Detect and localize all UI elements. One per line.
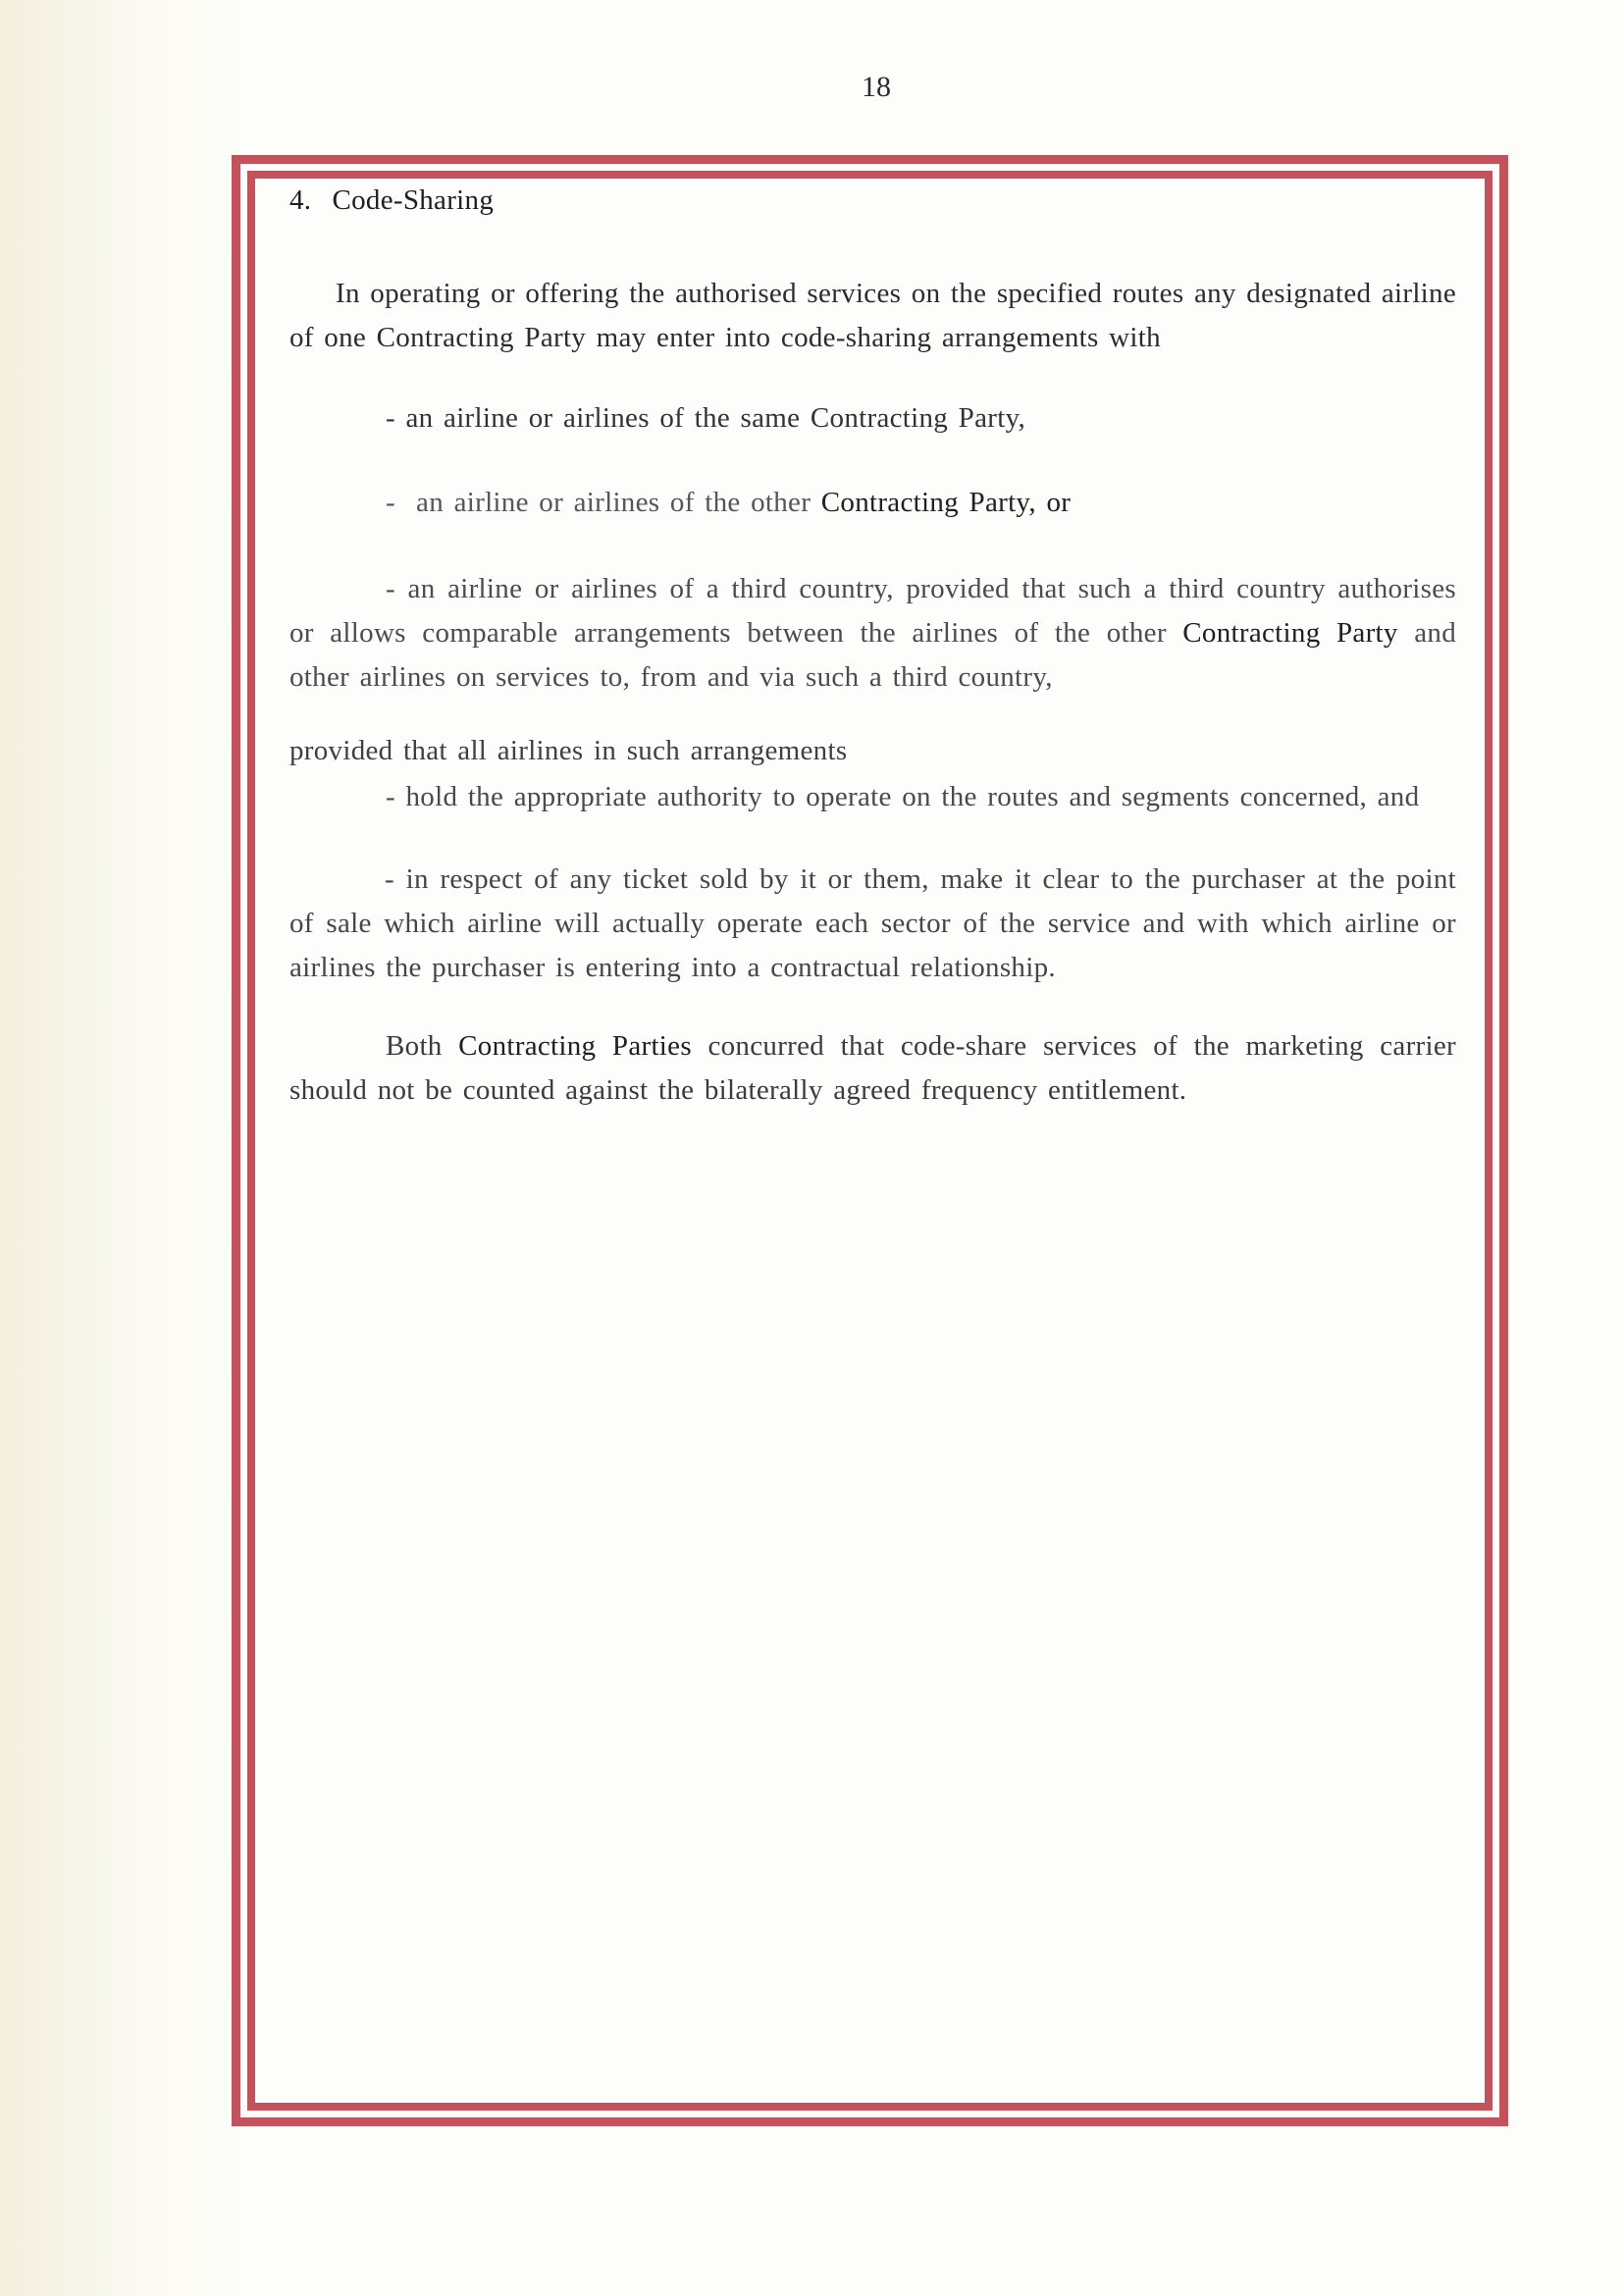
paragraph-closing [289, 1024, 1456, 1113]
bullet-third-country-tail: and other airlines on services to, from and via such a third country, [289, 617, 1456, 693]
bullet-other-party-emphasis: Contracting Party, or [820, 487, 1072, 518]
paragraph-proviso: provided that all airlines in such arrangements [289, 735, 848, 766]
bullet-third-country-emphasis: Contracting Party [1182, 617, 1398, 649]
paragraph-closing-lead: Both [386, 1030, 459, 1062]
bullet-third-country-lead: - an airline or airlines of a third country, provided that such a third country authorises or allows comparable arrangements between the airlines of the other [289, 573, 1456, 649]
section-heading: 4. Code-Sharing [289, 184, 495, 216]
paragraph-closing-tail: concurred that code-share services of the marketing carrier should not be counted against the bilaterally agreed frequency entitlement. [289, 1030, 1456, 1106]
paragraph-closing-emphasis: Contracting Parties [458, 1030, 692, 1062]
decorative-border-inner [247, 171, 1492, 2111]
paragraph-intro: In operating or offering the authorised services on the specified routes any designated airline of one Contracting Party may enter into code-sharing arrangements with [289, 278, 1457, 353]
page-number: 18 [862, 71, 891, 103]
bullet-other-party-lead: - an airline or airlines of the other [386, 487, 821, 518]
bullet-third-country [289, 567, 1456, 700]
bullet-other-party [289, 481, 1456, 525]
decorative-border-outer [232, 155, 1508, 2126]
bullet-same-party: - an airline or airlines of the same Contracting Party, [386, 402, 1026, 434]
document-body [255, 179, 1485, 2103]
bullet-ticket: - in respect of any ticket sold by it or them, make it clear to the purchaser at the point of sale which airline will actually operate each sector of the service and with which airline or airlines the purchaser is entering into a contractual relationship. [289, 863, 1456, 983]
bullet-authority: - hold the appropriate authority to operate on the routes and segments concerned, and [386, 781, 1420, 812]
